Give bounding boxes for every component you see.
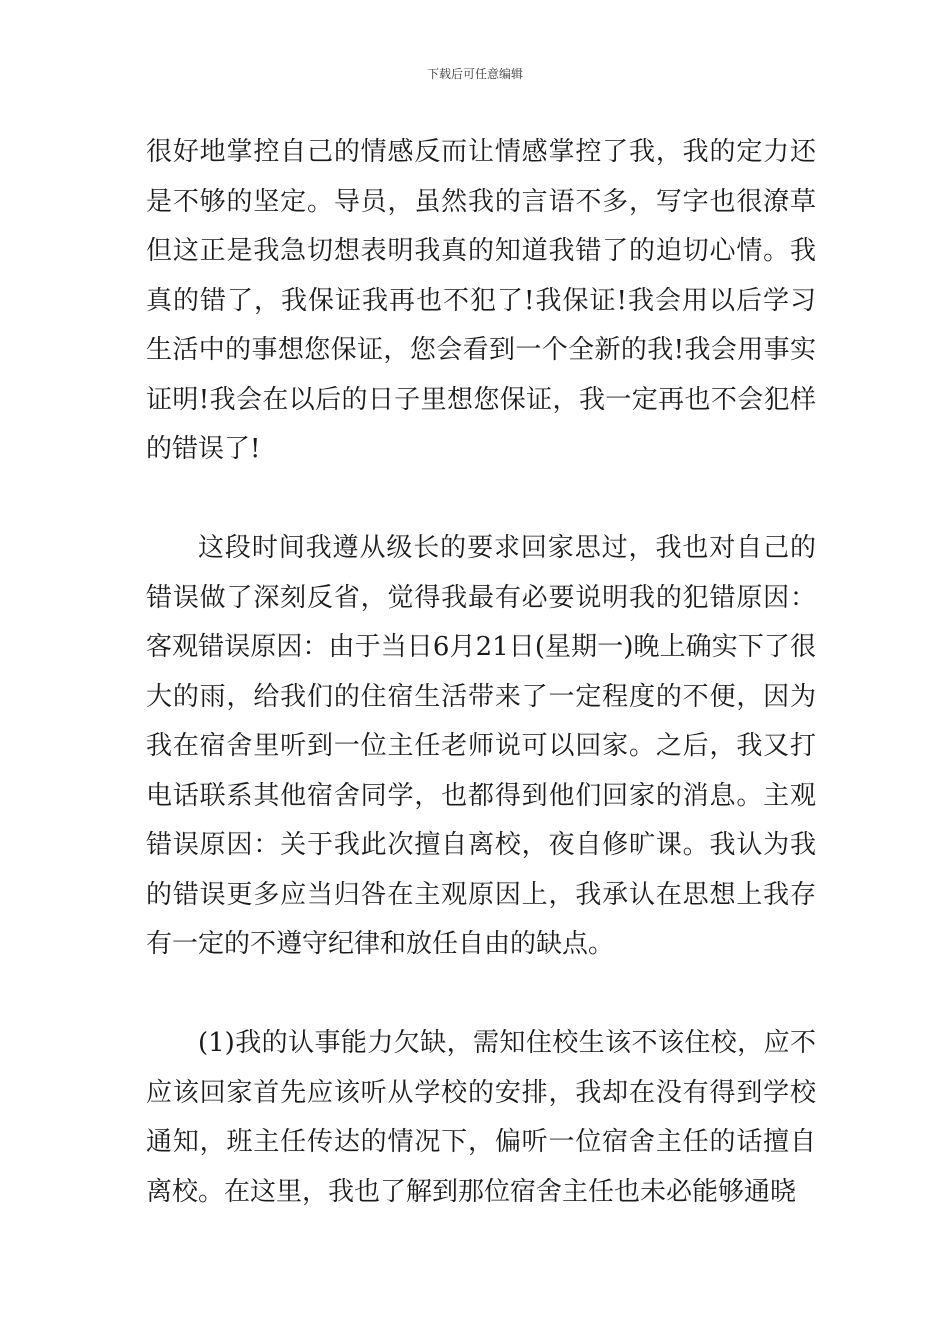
paragraph-reasons: 这段时间我遵从级长的要求回家思过，我也对自己的错误做了深刻反省，觉得我最有必要说明我的犯错原因：客观错误原因：由于当日6月21日(星期一)晚上确实下了很大的雨，给我们的住宿生活带来了一定程度的不便，因为我在宿舍里听到一位主任老师说可以回家。之后，我又打电话联系其他宿舍同学，也都得到他们回家的消息。主观错误原因：关于我此次擅自离校，夜自修旷课。我认为我的错误更多应当归咎在主观原因上，我承认在思想上我存有一定的不遵守纪律和放任自由的缺点。: [146, 533, 816, 959]
page-header-note: 下载后可任意编辑: [426, 67, 523, 81]
paragraph-point-1: (1)我的认事能力欠缺，需知住校生该不该住校，应不应该回家首先应该听从学校的安排，我却在没有得到学校通知，班主任传达的情况下，偏听一位宿舍主任的话擅自离校。在这里，我也了解到那位宿舍主任也未必能够通晓: [146, 1028, 816, 1207]
paragraph-continuation: 很好地掌控自己的情感反而让情感掌控了我，我的定力还是不够的坚定。导员，虽然我的言语不多，写字也很潦草但这正是我急切想表明我真的知道我错了的迫切心情。我真的错了，我保证我再也不犯了!我保证!我会用以后学习生活中的事想您保证，您会看到一个全新的我!我会用事实证明!我会在以后的日子里想您保证，我一定再也不会犯样的错误了!: [146, 137, 816, 464]
paragraph-spacer: [146, 475, 816, 525]
document-body: [146, 128, 816, 1217]
paragraph-spacer: [146, 970, 816, 1020]
